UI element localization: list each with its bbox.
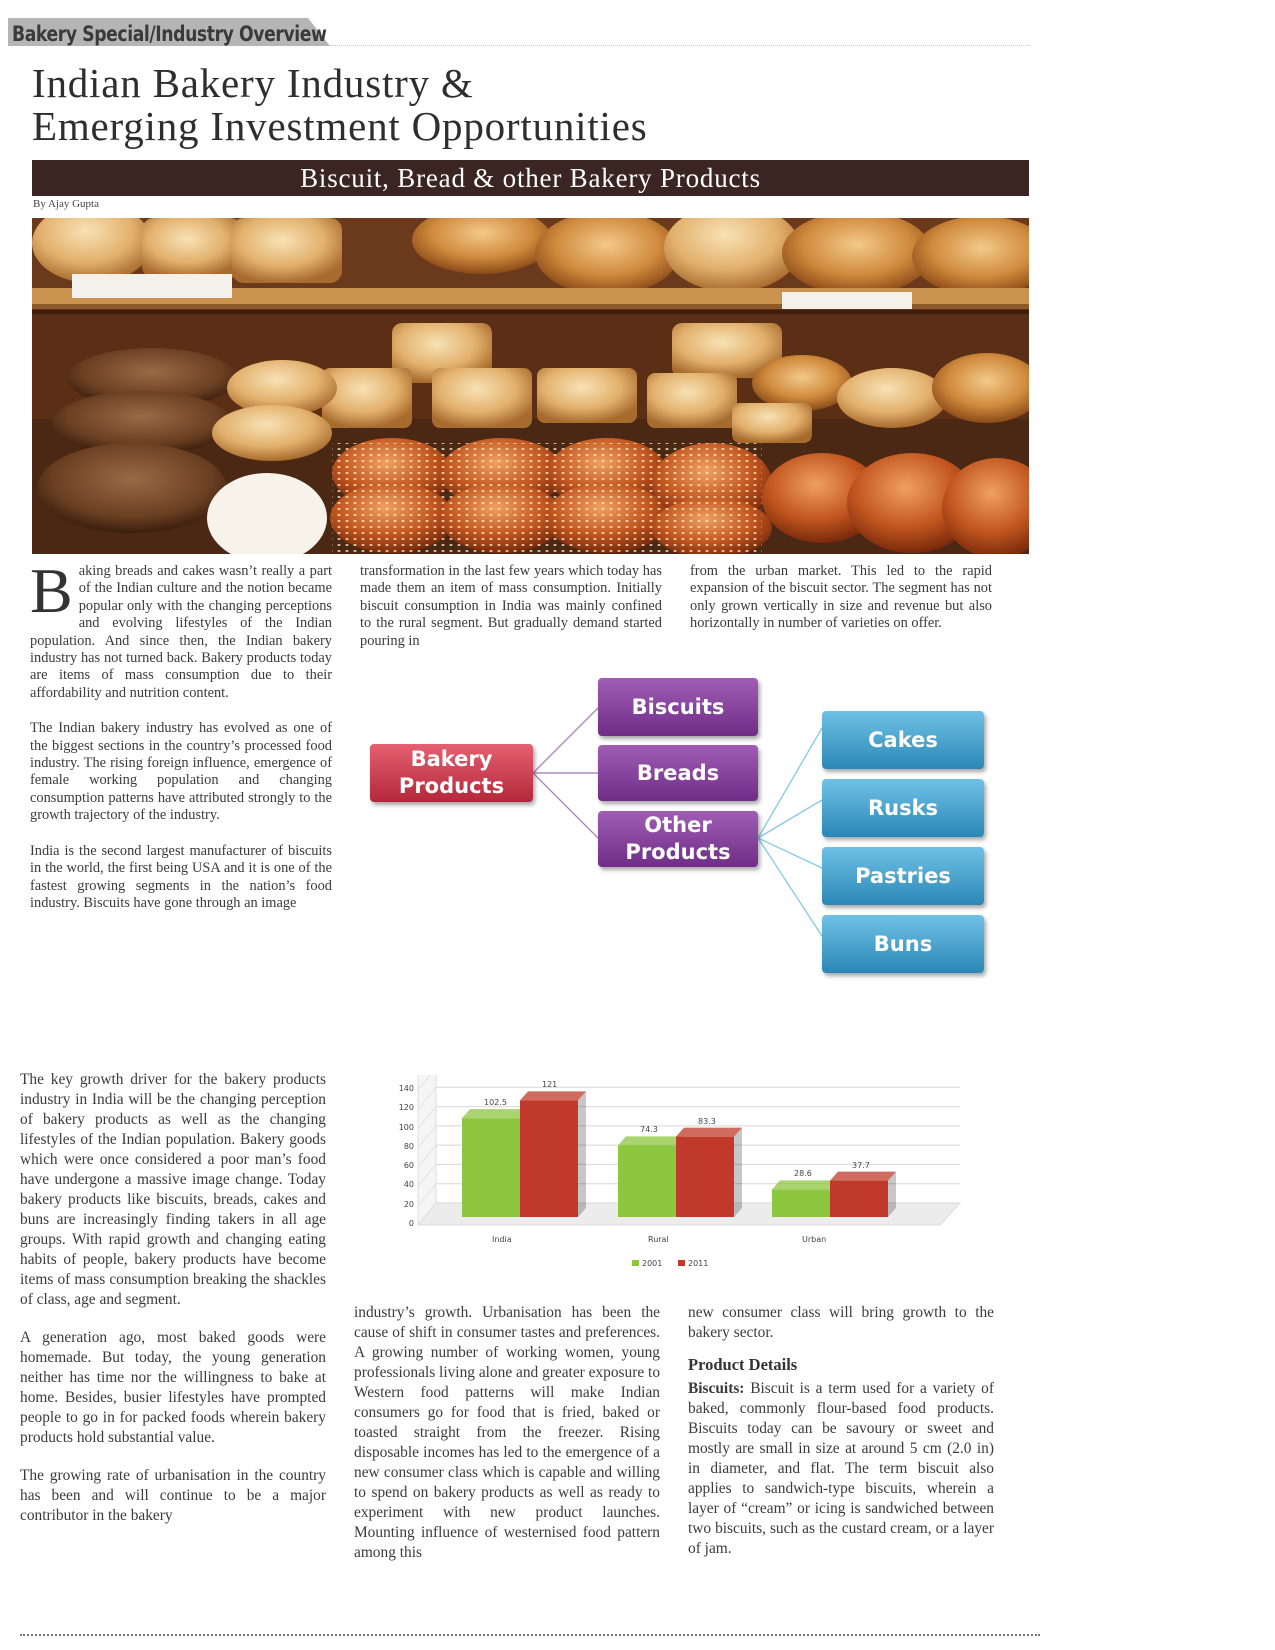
- bakery-growth-chart: [380, 1075, 1000, 1305]
- product-details-heading: Product Details: [688, 1355, 798, 1374]
- header-rule: [330, 45, 1030, 46]
- legend-swatch: [678, 1260, 685, 1266]
- legend-label: 2011: [688, 1259, 709, 1268]
- bakery-photo-illustration: [32, 218, 1029, 554]
- biscuits-label: Biscuits:: [688, 1380, 745, 1397]
- bar-side-face: [734, 1128, 742, 1217]
- bar-top-face: [462, 1109, 528, 1118]
- bar-top-face: [618, 1136, 684, 1145]
- bakery-products-diagram: [370, 694, 1030, 1008]
- biscuits-text: Biscuit is a term used for a variety of baked, commonly flour-based food products. Biscuits today can be savoury or sweet and mostly are small in size at around 5 cm (2.0 in) in diameter, and flat. The term biscuit also applies to sandwich-type biscuits, wherein a layer of “cream” or icing is sandwiched between two biscuits, such as the custard cream, or a layer of jam.: [688, 1380, 994, 1557]
- bar-top-face: [830, 1172, 896, 1181]
- root-line-2: Products: [398, 774, 505, 798]
- buns-box: Buns: [822, 915, 984, 973]
- byline: By Ajay Gupta: [33, 198, 99, 210]
- y-tick-label: 40: [403, 1180, 414, 1190]
- root-line-1: Bakery: [410, 747, 493, 771]
- top-column-1: [30, 555, 332, 930]
- drop-cap: B: [30, 555, 73, 626]
- subtitle-bar: [32, 160, 1029, 196]
- bakery-shelves-photo: [32, 218, 1029, 554]
- bottom-column-3: [688, 1303, 994, 1559]
- other-line-2: Products: [625, 840, 731, 864]
- y-tick-label: 80: [403, 1141, 414, 1151]
- legend-swatch: [632, 1260, 639, 1266]
- bar-india-2001: [462, 1118, 520, 1217]
- bar-rural-2001: [618, 1145, 676, 1217]
- y-tick-label: 100: [398, 1122, 414, 1132]
- legend-item-2001: [632, 1259, 662, 1268]
- bottom-column-2: industry’s growth. Urbanisation has been the cause of shift in consumer tastes and preferences. A growing number of working women, young professionals living alone and greater exposure to Western food patterns will make Indian consumers go for food that is fried, baked or toasted straight from the freezer. Rising disposable incomes has led to the emergence of a new consumer class which is capable and willing to spend on bakery products as well as ready to experiment with new product launches. Mounting influence of westernised food pattern among this: [354, 1304, 661, 1561]
- intro-paragraph-2: The Indian bakery industry has evolved as one of the biggest sections in the country’s processed food industry. The rising foreign influence, emergence of female working population and changing consumption patterns have attributed strongly to the growth trajectory of the industry.: [30, 720, 332, 824]
- top-column-2: transformation in the last few years which today has made them an item of mass consumption. Initially biscuit consumption in India was mainly confined to the rural segment. But gradually demand started pouring in: [360, 563, 662, 649]
- y-tick-label: 60: [403, 1161, 414, 1171]
- section-tab: [8, 18, 338, 48]
- breads-box: Breads: [598, 745, 758, 801]
- bakery-products-box: [370, 744, 533, 802]
- x-category-label: Rural: [648, 1235, 669, 1244]
- y-tick-label: 20: [403, 1199, 414, 1209]
- other-line-1: Other: [644, 813, 712, 837]
- legend-item-2011: [678, 1259, 708, 1268]
- biscuits-definition: [688, 1379, 994, 1559]
- pastries-box: Pastries: [822, 847, 984, 905]
- bar-top-face: [676, 1128, 742, 1137]
- x-category-label: Urban: [802, 1235, 827, 1244]
- bar-value-label: 83.3: [698, 1116, 716, 1126]
- intro-paragraph-1: [30, 555, 332, 702]
- subtitle: Biscuit, Bread & other Bakery Products: [300, 163, 761, 193]
- title-line-1: Indian Bakery Industry &: [32, 60, 474, 106]
- bar-value-label: 37.7: [852, 1160, 870, 1170]
- other-products-box: [598, 811, 758, 867]
- bar-top-face: [772, 1180, 838, 1189]
- bar-value-label: 28.6: [794, 1169, 812, 1179]
- bar-rural-2011: [676, 1137, 734, 1217]
- bar-urban-2001: [772, 1189, 830, 1217]
- bar-value-label: 74.3: [640, 1125, 658, 1135]
- title-line-2: Emerging Investment Opportunities: [32, 103, 648, 149]
- bar-value-label: 121: [542, 1080, 558, 1090]
- top-column-3: from the urban market. This led to the rapid expansion of the biscuit sector. The segment has not only grown vertically in size and revenue but also horizontally in number of varieties on offer.: [690, 563, 992, 632]
- section-tab-label: Bakery Special/Industry Overview: [12, 22, 327, 46]
- biscuits-box: Biscuits: [598, 678, 758, 736]
- y-tick-label: 120: [398, 1103, 414, 1113]
- y-tick-label: 140: [398, 1084, 414, 1093]
- rusks-box: Rusks: [822, 779, 984, 837]
- intro-paragraph-3: India is the second largest manufacturer of biscuits in the world, the first being USA and it is one of the fastest growing segments in the nation’s food industry. Biscuits have gone through an image: [30, 842, 332, 911]
- article-title: [32, 62, 1032, 148]
- chart-plot: [380, 1075, 1000, 1305]
- bar-value-label: 102.5: [484, 1098, 507, 1108]
- body-paragraph-growth: new consumer class will bring growth to the bakery sector.: [688, 1304, 994, 1341]
- bar-side-face: [578, 1091, 586, 1217]
- body-paragraph-1: The key growth driver for the bakery products industry in India will be the changing perception of bakery products as well as the changing lifestyles of the Indian population. Bakery goods which were once considered a poor man’s food have undergone a massive image change. Today bakery products like biscuits, breads, cakes and buns are increasingly finding takers in all age groups. With rapid growth and changing eating habits of people, bakery products have become items of mass consumption breaking the shackles of class, age and segment.: [20, 1071, 326, 1308]
- bar-top-face: [520, 1091, 586, 1100]
- body-paragraph-2: A generation ago, most baked goods were homemade. But today, the young generation neither has time nor the willingness to bake at home. Besides, busier lifestyles have prompted people to go in for packed foods wherein bakery products hold substantial value.: [20, 1329, 326, 1446]
- bottom-column-1: [20, 1070, 326, 1544]
- bar-india-2011: [520, 1100, 578, 1217]
- footer-rule: [20, 1634, 1040, 1636]
- cakes-box: Cakes: [822, 711, 984, 769]
- legend-label: 2001: [642, 1259, 663, 1268]
- y-tick-label: 0: [408, 1219, 414, 1228]
- bar-urban-2011: [830, 1181, 888, 1217]
- intro-paragraph-1-text: aking breads and cakes wasn’t really a part of the Indian culture and the notion became popular only with the changing perceptions and evolving lifestyles of the Indian population. And since then, the Indian bakery industry has not turned back. Bakery products today are items of mass consumption due to their affordability and nutrition content.: [30, 563, 332, 701]
- x-category-label: India: [492, 1235, 512, 1244]
- body-paragraph-3: The growing rate of urbanisation in the country has been and will continue to be a major contributor in the bakery: [20, 1467, 326, 1524]
